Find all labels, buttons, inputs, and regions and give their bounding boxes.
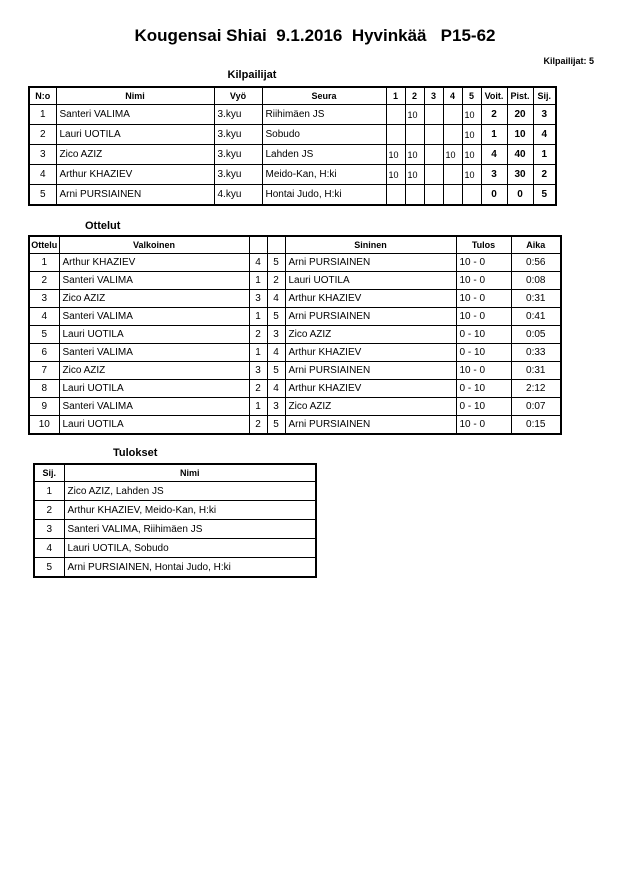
cell-tulos: 10 - 0 bbox=[456, 416, 511, 435]
col-header-tulos: Tulos bbox=[456, 236, 511, 254]
col-header-voit: Voit. bbox=[481, 87, 507, 105]
cell-tulos: 10 - 0 bbox=[456, 362, 511, 380]
kilpailijat-table bbox=[28, 86, 557, 206]
cell-match-no: 3 bbox=[29, 290, 59, 308]
ottelu-row bbox=[29, 380, 561, 398]
col-header-1: 1 bbox=[386, 87, 405, 105]
cell-result-3 bbox=[424, 145, 443, 165]
col-header-nimi: Nimi bbox=[56, 87, 214, 105]
cell-nimi: Zico AZIZ bbox=[56, 145, 214, 165]
col-header-blue-number bbox=[267, 236, 285, 254]
kilpailija-row bbox=[29, 165, 556, 185]
cell-seura: Meido-Kan, H:ki bbox=[262, 165, 386, 185]
cell-result-1 bbox=[386, 105, 405, 125]
kilpailija-row bbox=[29, 185, 556, 206]
ottelu-row bbox=[29, 254, 561, 272]
cell-sininen: Arthur KHAZIEV bbox=[285, 290, 456, 308]
col-header-sininen: Sininen bbox=[285, 236, 456, 254]
tulos-row bbox=[34, 501, 316, 520]
cell-vyo: 3.kyu bbox=[214, 165, 262, 185]
cell-result-5: 10 bbox=[462, 125, 481, 145]
col-header-aika: Aika bbox=[511, 236, 561, 254]
ottelu-row bbox=[29, 344, 561, 362]
cell-sij: 1 bbox=[34, 482, 64, 501]
ottelut-table bbox=[28, 235, 562, 435]
cell-valkoinen: Lauri UOTILA bbox=[59, 380, 249, 398]
cell-aika: 0:41 bbox=[511, 308, 561, 326]
ottelut-heading: Ottelut bbox=[85, 220, 121, 232]
cell-result-1 bbox=[386, 125, 405, 145]
cell-result-2: 10 bbox=[405, 145, 424, 165]
kilpailija-row bbox=[29, 145, 556, 165]
tulokset-table bbox=[33, 463, 317, 578]
cell-result-4 bbox=[443, 105, 462, 125]
tulos-row bbox=[34, 520, 316, 539]
cell-aika: 0:31 bbox=[511, 362, 561, 380]
cell-sininen: Lauri UOTILA bbox=[285, 272, 456, 290]
cell-white-no: 4 bbox=[249, 254, 267, 272]
cell-blue-no: 4 bbox=[267, 290, 285, 308]
cell-sininen: Arni PURSIAINEN bbox=[285, 308, 456, 326]
cell-result-3 bbox=[424, 165, 443, 185]
cell-tulos: 0 - 10 bbox=[456, 380, 511, 398]
cell-white-no: 3 bbox=[249, 362, 267, 380]
cell-result-2 bbox=[405, 125, 424, 145]
ottelu-row bbox=[29, 272, 561, 290]
cell-result-1: 10 bbox=[386, 165, 405, 185]
cell-aika: 0:15 bbox=[511, 416, 561, 435]
cell-sininen: Arni PURSIAINEN bbox=[285, 254, 456, 272]
cell-seura: Sobudo bbox=[262, 125, 386, 145]
kilpailijat-heading: Kilpailijat bbox=[227, 69, 277, 81]
cell-sij: 2 bbox=[533, 165, 556, 185]
tulos-row bbox=[34, 558, 316, 578]
cell-result-3 bbox=[424, 185, 443, 206]
cell-match-no: 8 bbox=[29, 380, 59, 398]
cell-voit: 4 bbox=[481, 145, 507, 165]
cell-result-5: 10 bbox=[462, 105, 481, 125]
col-header-4: 4 bbox=[443, 87, 462, 105]
cell-aika: 0:07 bbox=[511, 398, 561, 416]
cell-white-no: 2 bbox=[249, 326, 267, 344]
cell-nimi: Arthur KHAZIEV, Meido-Kan, H:ki bbox=[64, 501, 316, 520]
kilpailija-row bbox=[29, 105, 556, 125]
kilpailijat-header-row bbox=[29, 87, 556, 105]
cell-tulos: 10 - 0 bbox=[456, 290, 511, 308]
cell-voit: 0 bbox=[481, 185, 507, 206]
cell-sij: 4 bbox=[34, 539, 64, 558]
cell-pist: 0 bbox=[507, 185, 533, 206]
cell-vyo: 3.kyu bbox=[214, 125, 262, 145]
cell-blue-no: 4 bbox=[267, 380, 285, 398]
cell-sininen: Arni PURSIAINEN bbox=[285, 416, 456, 435]
cell-blue-no: 5 bbox=[267, 308, 285, 326]
cell-valkoinen: Arthur KHAZIEV bbox=[59, 254, 249, 272]
cell-aika: 0:31 bbox=[511, 290, 561, 308]
cell-match-no: 4 bbox=[29, 308, 59, 326]
cell-nimi: Arni PURSIAINEN, Hontai Judo, H:ki bbox=[64, 558, 316, 578]
cell-sij: 1 bbox=[533, 145, 556, 165]
cell-voit: 1 bbox=[481, 125, 507, 145]
cell-result-4 bbox=[443, 165, 462, 185]
cell-sij: 2 bbox=[34, 501, 64, 520]
cell-result-2: 10 bbox=[405, 105, 424, 125]
cell-valkoinen: Santeri VALIMA bbox=[59, 398, 249, 416]
cell-match-no: 2 bbox=[29, 272, 59, 290]
cell-tulos: 0 - 10 bbox=[456, 326, 511, 344]
cell-blue-no: 5 bbox=[267, 254, 285, 272]
cell-sininen: Arni PURSIAINEN bbox=[285, 362, 456, 380]
cell-valkoinen: Zico AZIZ bbox=[59, 290, 249, 308]
cell-aika: 2:12 bbox=[511, 380, 561, 398]
cell-pist: 20 bbox=[507, 105, 533, 125]
cell-aika: 0:08 bbox=[511, 272, 561, 290]
cell-seura: Hontai Judo, H:ki bbox=[262, 185, 386, 206]
cell-sininen: Zico AZIZ bbox=[285, 398, 456, 416]
cell-match-no: 1 bbox=[29, 254, 59, 272]
col-header-5: 5 bbox=[462, 87, 481, 105]
ottelu-row bbox=[29, 326, 561, 344]
cell-result-4: 10 bbox=[443, 145, 462, 165]
cell-sij: 5 bbox=[533, 185, 556, 206]
cell-aika: 0:05 bbox=[511, 326, 561, 344]
cell-seura: Riihimäen JS bbox=[262, 105, 386, 125]
cell-nimi: Zico AZIZ, Lahden JS bbox=[64, 482, 316, 501]
cell-result-3 bbox=[424, 105, 443, 125]
cell-nimi: Arthur KHAZIEV bbox=[56, 165, 214, 185]
cell-white-no: 1 bbox=[249, 344, 267, 362]
col-header-sij: Sij. bbox=[533, 87, 556, 105]
cell-blue-no: 4 bbox=[267, 344, 285, 362]
col-header-ottelu: Ottelu bbox=[29, 236, 59, 254]
ottelut-header-row bbox=[29, 236, 561, 254]
cell-valkoinen: Zico AZIZ bbox=[59, 362, 249, 380]
cell-blue-no: 3 bbox=[267, 326, 285, 344]
cell-result-2 bbox=[405, 185, 424, 206]
cell-result-4 bbox=[443, 185, 462, 206]
col-header-no: N:o bbox=[29, 87, 56, 105]
cell-match-no: 10 bbox=[29, 416, 59, 435]
tulokset-header-row bbox=[34, 464, 316, 482]
cell-voit: 2 bbox=[481, 105, 507, 125]
ottelu-row bbox=[29, 398, 561, 416]
ottelu-row bbox=[29, 416, 561, 435]
cell-sininen: Arthur KHAZIEV bbox=[285, 344, 456, 362]
cell-valkoinen: Lauri UOTILA bbox=[59, 416, 249, 435]
cell-valkoinen: Santeri VALIMA bbox=[59, 308, 249, 326]
cell-valkoinen: Santeri VALIMA bbox=[59, 272, 249, 290]
cell-match-no: 5 bbox=[29, 326, 59, 344]
cell-result-2: 10 bbox=[405, 165, 424, 185]
cell-vyo: 3.kyu bbox=[214, 105, 262, 125]
cell-sininen: Zico AZIZ bbox=[285, 326, 456, 344]
cell-white-no: 1 bbox=[249, 272, 267, 290]
cell-valkoinen: Lauri UOTILA bbox=[59, 326, 249, 344]
col-header-pist: Pist. bbox=[507, 87, 533, 105]
cell-nimi: Santeri VALIMA bbox=[56, 105, 214, 125]
cell-match-no: 9 bbox=[29, 398, 59, 416]
competitor-count-label: Kilpailijat: 5 bbox=[543, 56, 594, 66]
ottelu-row bbox=[29, 362, 561, 380]
cell-tulos: 10 - 0 bbox=[456, 272, 511, 290]
tulos-row bbox=[34, 539, 316, 558]
cell-no: 1 bbox=[29, 105, 56, 125]
kilpailija-row bbox=[29, 125, 556, 145]
cell-no: 5 bbox=[29, 185, 56, 206]
cell-white-no: 1 bbox=[249, 398, 267, 416]
tulos-row bbox=[34, 482, 316, 501]
cell-tulos: 0 - 10 bbox=[456, 398, 511, 416]
cell-no: 4 bbox=[29, 165, 56, 185]
cell-no: 3 bbox=[29, 145, 56, 165]
col-header-seura: Seura bbox=[262, 87, 386, 105]
cell-white-no: 2 bbox=[249, 416, 267, 435]
col-header-nimi: Nimi bbox=[64, 464, 316, 482]
cell-sij: 3 bbox=[533, 105, 556, 125]
cell-tulos: 10 - 0 bbox=[456, 308, 511, 326]
col-header-white-number bbox=[249, 236, 267, 254]
cell-result-5 bbox=[462, 185, 481, 206]
cell-sij: 4 bbox=[533, 125, 556, 145]
cell-valkoinen: Santeri VALIMA bbox=[59, 344, 249, 362]
cell-match-no: 6 bbox=[29, 344, 59, 362]
tulokset-heading: Tulokset bbox=[113, 447, 158, 459]
cell-sij: 5 bbox=[34, 558, 64, 578]
col-header-sij: Sij. bbox=[34, 464, 64, 482]
cell-aika: 0:33 bbox=[511, 344, 561, 362]
cell-white-no: 3 bbox=[249, 290, 267, 308]
cell-nimi: Lauri UOTILA, Sobudo bbox=[64, 539, 316, 558]
cell-no: 2 bbox=[29, 125, 56, 145]
cell-result-1 bbox=[386, 185, 405, 206]
cell-vyo: 4.kyu bbox=[214, 185, 262, 206]
cell-vyo: 3.kyu bbox=[214, 145, 262, 165]
cell-match-no: 7 bbox=[29, 362, 59, 380]
col-header-vyo: Vyö bbox=[214, 87, 262, 105]
cell-blue-no: 2 bbox=[267, 272, 285, 290]
cell-pist: 30 bbox=[507, 165, 533, 185]
cell-pist: 40 bbox=[507, 145, 533, 165]
cell-white-no: 1 bbox=[249, 308, 267, 326]
cell-sij: 3 bbox=[34, 520, 64, 539]
cell-voit: 3 bbox=[481, 165, 507, 185]
cell-nimi: Lauri UOTILA bbox=[56, 125, 214, 145]
cell-result-4 bbox=[443, 125, 462, 145]
cell-sininen: Arthur KHAZIEV bbox=[285, 380, 456, 398]
cell-white-no: 2 bbox=[249, 380, 267, 398]
cell-aika: 0:56 bbox=[511, 254, 561, 272]
cell-nimi: Arni PURSIAINEN bbox=[56, 185, 214, 206]
ottelu-row bbox=[29, 308, 561, 326]
cell-result-3 bbox=[424, 125, 443, 145]
col-header-3: 3 bbox=[424, 87, 443, 105]
cell-blue-no: 3 bbox=[267, 398, 285, 416]
cell-nimi: Santeri VALIMA, Riihimäen JS bbox=[64, 520, 316, 539]
cell-blue-no: 5 bbox=[267, 362, 285, 380]
page-title: Kougensai Shiai 9.1.2016 Hyvinkää P15-62 bbox=[134, 26, 496, 45]
cell-blue-no: 5 bbox=[267, 416, 285, 435]
cell-seura: Lahden JS bbox=[262, 145, 386, 165]
cell-result-1: 10 bbox=[386, 145, 405, 165]
cell-tulos: 10 - 0 bbox=[456, 254, 511, 272]
cell-result-5: 10 bbox=[462, 165, 481, 185]
cell-tulos: 0 - 10 bbox=[456, 344, 511, 362]
col-header-valkoinen: Valkoinen bbox=[59, 236, 249, 254]
ottelu-row bbox=[29, 290, 561, 308]
col-header-2: 2 bbox=[405, 87, 424, 105]
cell-result-5: 10 bbox=[462, 145, 481, 165]
cell-pist: 10 bbox=[507, 125, 533, 145]
